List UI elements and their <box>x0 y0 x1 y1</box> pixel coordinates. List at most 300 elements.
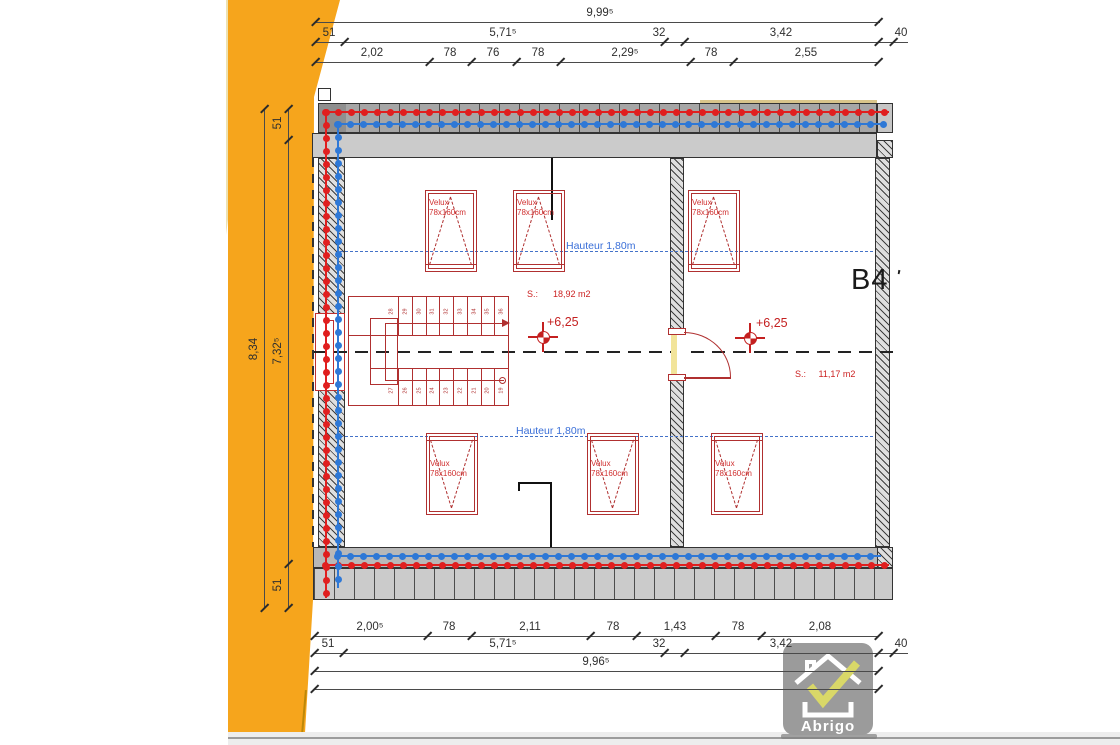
stair-step-number: 24 <box>429 387 436 394</box>
pipe-dot-blue <box>594 553 601 560</box>
pipe-dot-red <box>323 356 330 363</box>
velux-label-line1: Velux <box>715 459 735 468</box>
pipe-dot-blue <box>776 121 783 128</box>
pipe-dot-red <box>323 226 330 233</box>
pipe-dot-blue <box>633 553 640 560</box>
pipe-dot-red <box>842 562 849 569</box>
pipe-dot-blue <box>698 553 705 560</box>
pipe-dot-red <box>738 562 745 569</box>
pipe-dot-blue <box>659 553 666 560</box>
pipe-dot-red <box>323 525 330 532</box>
pipe-dot-red <box>738 109 745 116</box>
stair-landing <box>370 318 398 385</box>
stair-step-number: 30 <box>416 308 422 315</box>
pipe-dot-red <box>569 109 576 116</box>
pipe-dot-blue <box>568 121 575 128</box>
dim-label: 1,43 <box>663 621 687 633</box>
pipe-dot-red <box>348 562 355 569</box>
velux-sill <box>425 264 477 265</box>
stair-line <box>439 368 440 406</box>
stair-step-number: 26 <box>402 387 409 394</box>
pipe-dot-red <box>790 562 797 569</box>
pipe-dot-red <box>686 562 693 569</box>
velux-label <box>591 459 628 478</box>
pipe-dot-blue <box>789 553 796 560</box>
stair-step-number: 29 <box>402 308 409 315</box>
pipe-dot-red <box>465 562 472 569</box>
dimension-line <box>314 653 908 654</box>
pipe-dot-blue <box>776 553 783 560</box>
pipe-dot-blue <box>335 290 342 297</box>
pipe-dot-blue <box>659 121 666 128</box>
pipe-dot-red <box>517 109 524 116</box>
velux-label-line1: Velux <box>692 198 712 207</box>
pipe-dot-blue <box>672 553 679 560</box>
velux-sill <box>426 440 478 441</box>
pipe-dot-blue <box>335 277 342 284</box>
pipe-dot-blue <box>335 537 342 544</box>
pipe-dot-blue <box>542 121 549 128</box>
pipe-dot-blue <box>841 553 848 560</box>
pipe-dot-red <box>387 562 394 569</box>
pipe-dot-blue <box>412 121 419 128</box>
pipe-dot-red <box>387 109 394 116</box>
pipe-dot-red <box>712 109 719 116</box>
pipe-dot-red <box>595 562 602 569</box>
pipe-dot-blue <box>724 553 731 560</box>
dim-label: 78 <box>531 47 545 59</box>
pipe-dot-red <box>465 109 472 116</box>
velux-sill <box>587 440 639 441</box>
pipe-dot-blue <box>335 134 342 141</box>
pipe-dot-blue <box>438 553 445 560</box>
pipe-dot-red <box>504 562 511 569</box>
velux-label <box>715 459 752 478</box>
pipe-dot-blue <box>737 121 744 128</box>
pipe-dot-red <box>323 213 330 220</box>
pipe-dot-blue <box>373 553 380 560</box>
pipe-dot-red <box>439 109 446 116</box>
pipe-dot-blue <box>516 121 523 128</box>
pipe-dot-red <box>582 109 589 116</box>
abrigo-logo <box>783 643 873 737</box>
pipe-dot-red <box>439 562 446 569</box>
pipe-dot-blue <box>503 121 510 128</box>
pipe-dot-blue <box>438 121 445 128</box>
dimension-line <box>314 689 878 690</box>
pipe-dot-blue <box>335 147 342 154</box>
pipe-dot-blue <box>620 121 627 128</box>
pipe-dot-red <box>348 109 355 116</box>
pipe-dot-blue <box>685 121 692 128</box>
stair-line <box>453 368 454 406</box>
pipe-dot-blue <box>335 368 342 375</box>
pipe-dot-red <box>881 562 888 569</box>
dim-label-vertical: 8,34 <box>248 337 260 361</box>
pipe-dot-red <box>323 109 330 116</box>
stair-line <box>494 368 495 406</box>
pipe-dot-red <box>855 109 862 116</box>
pipe-dot-blue <box>335 576 342 583</box>
stair-step-number: 33 <box>457 308 464 315</box>
pipe-dot-red <box>621 109 628 116</box>
top-wall-outer-band <box>318 103 877 133</box>
dimension-line <box>315 62 878 63</box>
stair-line <box>348 296 508 297</box>
pipe-dot-red <box>790 109 797 116</box>
pipe-dot-blue <box>737 553 744 560</box>
pipe-dot-red <box>374 562 381 569</box>
dim-label: 40 <box>894 27 908 39</box>
pipe-dot-blue <box>516 553 523 560</box>
pipe-dot-red <box>660 562 667 569</box>
stair-line <box>508 296 509 335</box>
stair-line <box>348 296 349 406</box>
pipe-dot-red <box>323 486 330 493</box>
velux-label-line2: 78x160cm <box>429 207 466 217</box>
pipe-dot-red <box>413 109 420 116</box>
pipe-dot-red <box>647 562 654 569</box>
pipe-dot-blue <box>425 121 432 128</box>
pipe-dot-red <box>323 304 330 311</box>
velux-label-line1: Velux <box>517 198 537 207</box>
dim-label: 78 <box>731 621 745 633</box>
pipe-dot-blue <box>335 563 342 570</box>
pipe-dot-blue <box>815 553 822 560</box>
pipe-dot-blue <box>867 121 874 128</box>
stair-line <box>385 323 504 324</box>
pipe-dot-blue <box>335 264 342 271</box>
pipe-dot-red <box>491 562 498 569</box>
pipe-dot-red <box>803 109 810 116</box>
pipe-dot-red <box>323 135 330 142</box>
stair-line <box>385 323 386 381</box>
stair-line <box>467 296 468 335</box>
velux-label-line1: Velux <box>430 459 450 468</box>
pipe-dot-red <box>725 109 732 116</box>
pipe-dot-red <box>777 562 784 569</box>
pipe-dot-red <box>426 109 433 116</box>
pipe-dot-blue <box>815 121 822 128</box>
pipe-dot-blue <box>503 553 510 560</box>
velux-label <box>430 459 467 478</box>
level-label-left: +6,25 <box>547 315 579 329</box>
stair-line <box>426 368 427 406</box>
pipe-dot-red <box>452 562 459 569</box>
left-facade-dashed-line <box>312 158 314 547</box>
pipe-dot-red <box>478 562 485 569</box>
dimension-line-vertical <box>288 109 289 608</box>
pipe-dot-blue <box>335 407 342 414</box>
pipe-dot-blue <box>646 121 653 128</box>
velux-sill <box>688 264 740 265</box>
pipe-dot-red <box>621 562 628 569</box>
pipe-dot-blue <box>335 238 342 245</box>
dim-label: 9,99⁵ <box>586 7 614 19</box>
pipe-dot-blue <box>607 553 614 560</box>
pipe-dot-blue <box>763 121 770 128</box>
pipe-dot-blue <box>880 121 887 128</box>
pipe-dot-blue <box>335 329 342 336</box>
pipe-dot-red <box>323 291 330 298</box>
pipe-dot-red <box>530 109 537 116</box>
pipe-dot-blue <box>633 121 640 128</box>
stair-step-number: 35 <box>484 308 491 315</box>
stair-step-number: 36 <box>498 308 505 315</box>
wall-stub-line-bottom-v <box>550 482 552 547</box>
pipe-dot-red <box>323 252 330 259</box>
pipe-dot-red <box>361 109 368 116</box>
dim-label: 3,42 <box>769 638 793 650</box>
apartment-label-b4: B4 <box>851 264 889 296</box>
pipe-dot-blue <box>451 121 458 128</box>
pipe-dot-red <box>634 109 641 116</box>
velux-label-line1: Velux <box>591 459 611 468</box>
pipe-dot-blue <box>464 121 471 128</box>
stair-line <box>481 368 482 406</box>
pipe-dot-red <box>504 109 511 116</box>
stair-line <box>439 296 440 335</box>
center-axis-dashed-line <box>313 351 893 353</box>
pipe-dot-red <box>491 109 498 116</box>
pipe-dot-red <box>323 382 330 389</box>
pipe-dot-red <box>816 109 823 116</box>
dim-label: 78 <box>606 621 620 633</box>
pipe-dot-red <box>517 562 524 569</box>
pipe-dot-blue <box>490 553 497 560</box>
pipe-dot-red <box>595 109 602 116</box>
pipe-dot-blue <box>335 251 342 258</box>
bottom-wall-outer-band <box>313 568 893 600</box>
stair-line <box>453 296 454 335</box>
stair-step-number: 28 <box>388 308 395 315</box>
pipe-dot-blue <box>750 121 757 128</box>
pipe-dot-red <box>556 109 563 116</box>
pipe-dot-red <box>764 562 771 569</box>
stair-step-number: 27 <box>388 387 395 394</box>
dimension-line <box>314 671 878 672</box>
velux-sill <box>711 440 763 441</box>
top-wall-inner-band <box>312 133 877 158</box>
stair-step-number: 31 <box>429 308 436 315</box>
pipe-dot-red <box>829 562 836 569</box>
pipe-dot-red <box>323 174 330 181</box>
dim-label-vertical: 7,32⁵ <box>272 337 284 365</box>
pipe-dot-blue <box>529 121 536 128</box>
pipe-dot-red <box>803 562 810 569</box>
bottom-strip-line <box>228 737 1120 739</box>
pipe-dot-blue <box>335 485 342 492</box>
velux-label-line2: 78x160cm <box>430 468 467 478</box>
pipe-dot-red <box>764 109 771 116</box>
dimension-line <box>315 42 908 43</box>
apartment-label-b4-mark: ' <box>894 267 902 286</box>
stair-step-number: 32 <box>443 308 450 315</box>
pipe-dot-blue <box>555 553 562 560</box>
pipe-dot-red <box>400 109 407 116</box>
pipe-dot-blue <box>335 459 342 466</box>
pipe-dot-red <box>699 562 706 569</box>
dim-label: 5,71⁵ <box>489 638 517 650</box>
dim-label: 51 <box>321 638 335 650</box>
pipe-dot-red <box>323 369 330 376</box>
pipe-dot-red <box>751 562 758 569</box>
pipe-dot-blue <box>335 121 342 128</box>
level-marker-right <box>744 332 757 345</box>
pipe-dot-red <box>582 562 589 569</box>
stair-line <box>426 296 427 335</box>
dim-label: 40 <box>894 638 908 650</box>
pipe-dot-blue <box>802 553 809 560</box>
pipe-dot-red <box>323 343 330 350</box>
stair-step-number: 34 <box>471 308 477 315</box>
dim-label: 2,08 <box>808 621 832 633</box>
pipe-dot-red <box>323 122 330 129</box>
dim-label: 2,00⁵ <box>356 621 384 633</box>
pipe-dot-blue <box>335 524 342 531</box>
stair-step-number: 22 <box>457 387 464 394</box>
level-marker-left <box>537 331 550 344</box>
pipe-dot-blue <box>335 446 342 453</box>
velux-label <box>517 198 554 217</box>
pipe-dot-blue <box>828 121 835 128</box>
wall-stub-line-bottom-h <box>518 482 552 484</box>
pipe-dot-blue <box>335 394 342 401</box>
pipe-dot-blue <box>373 121 380 128</box>
dim-label: 9,96⁵ <box>582 656 610 668</box>
pipe-dot-red <box>543 109 550 116</box>
dim-label: 76 <box>486 47 500 59</box>
pipe-dot-blue <box>335 186 342 193</box>
pipe-dot-red <box>323 512 330 519</box>
pipe-dot-blue <box>335 342 342 349</box>
pipe-dot-blue <box>335 212 342 219</box>
pipe-dot-red <box>855 562 862 569</box>
pipe-dot-blue <box>698 121 705 128</box>
pipe-dot-blue <box>581 553 588 560</box>
pipe-dot-blue <box>724 121 731 128</box>
dim-label: 78 <box>704 47 718 59</box>
pipe-dot-blue <box>335 199 342 206</box>
chimney-square <box>318 88 331 101</box>
pipe-dot-red <box>881 109 888 116</box>
pipe-dot-blue <box>412 553 419 560</box>
pipe-dot-red <box>323 408 330 415</box>
velux-sill <box>513 264 565 265</box>
stair-line <box>412 368 413 406</box>
pipe-dot-red <box>556 562 563 569</box>
pipe-dot-red <box>478 109 485 116</box>
interior-wall-lower <box>670 376 684 547</box>
pipe-dot-blue <box>672 121 679 128</box>
pipe-dot-red <box>323 421 330 428</box>
pipe-dot-blue <box>335 381 342 388</box>
pipe-dot-red <box>868 109 875 116</box>
top-wall-right-stub <box>877 103 893 133</box>
dim-label: 5,71⁵ <box>489 27 517 39</box>
pipe-dot-blue <box>425 553 432 560</box>
pipe-dot-blue <box>620 553 627 560</box>
pipe-dot-red <box>400 562 407 569</box>
pipe-dot-blue <box>542 553 549 560</box>
pipe-dot-red <box>323 447 330 454</box>
dim-label: 78 <box>442 621 456 633</box>
pipe-dot-red <box>323 239 330 246</box>
pipe-dot-red <box>829 109 836 116</box>
pipe-dot-blue <box>335 355 342 362</box>
pipe-dot-red <box>323 330 330 337</box>
pipe-dot-blue <box>750 553 757 560</box>
top-wall-right-hatch <box>877 140 893 158</box>
pipe-dot-blue <box>763 553 770 560</box>
pipe-dot-red <box>323 564 330 571</box>
dim-label-vertical: 51 <box>272 116 284 130</box>
pipe-dot-blue <box>347 553 354 560</box>
dim-label: 2,02 <box>360 47 384 59</box>
dim-label: 2,29⁵ <box>611 47 639 59</box>
height-label-bottom: Hauteur 1,80m <box>516 425 586 437</box>
stair-line <box>398 296 399 335</box>
stair-step-number: 21 <box>471 387 477 394</box>
pipe-dot-red <box>673 109 680 116</box>
pipe-dot-red <box>543 562 550 569</box>
pipe-dot-red <box>323 551 330 558</box>
pipe-dot-blue <box>335 225 342 232</box>
pipe-dot-red <box>323 577 330 584</box>
pipe-dot-red <box>323 187 330 194</box>
pipe-dot-red <box>323 278 330 285</box>
pipe-dot-blue <box>464 553 471 560</box>
pipe-dot-red <box>323 395 330 402</box>
velux-label-line1: Velux <box>429 198 449 207</box>
pipe-dot-red <box>673 562 680 569</box>
pipe-dot-red <box>634 562 641 569</box>
pipe-dot-blue <box>347 121 354 128</box>
pipe-dot-blue <box>854 121 861 128</box>
pipe-dot-blue <box>646 553 653 560</box>
pipe-dot-blue <box>490 121 497 128</box>
pipe-dot-red <box>323 590 330 597</box>
dimension-line <box>314 636 878 637</box>
pipe-dot-blue <box>335 160 342 167</box>
door-frame-yellow <box>671 335 677 376</box>
pipe-dot-blue <box>841 121 848 128</box>
stair-step-number: 20 <box>484 387 491 394</box>
pipe-dot-red <box>608 109 615 116</box>
pipe-dot-red <box>777 109 784 116</box>
pipe-dot-red <box>323 148 330 155</box>
pipe-dot-blue <box>529 553 536 560</box>
pipe-dot-blue <box>399 553 406 560</box>
pipe-dot-red <box>686 109 693 116</box>
stair-line <box>508 368 509 406</box>
pipe-dot-red <box>530 562 537 569</box>
pipe-dot-red <box>361 562 368 569</box>
pipe-dot-red <box>323 499 330 506</box>
door-leaf <box>684 377 731 379</box>
stair-line <box>494 296 495 335</box>
pipe-dot-blue <box>335 420 342 427</box>
stair-line <box>467 368 468 406</box>
pipe-dot-blue <box>477 553 484 560</box>
room-area-right: S.: 11,17 m2 <box>795 369 856 379</box>
dim-label: 3,42 <box>769 27 793 39</box>
dim-label: 32 <box>652 27 666 39</box>
pipe-dot-red <box>712 562 719 569</box>
level-label-right: +6,25 <box>756 316 788 330</box>
pipe-dot-red <box>868 562 875 569</box>
pipe-dot-red <box>323 317 330 324</box>
